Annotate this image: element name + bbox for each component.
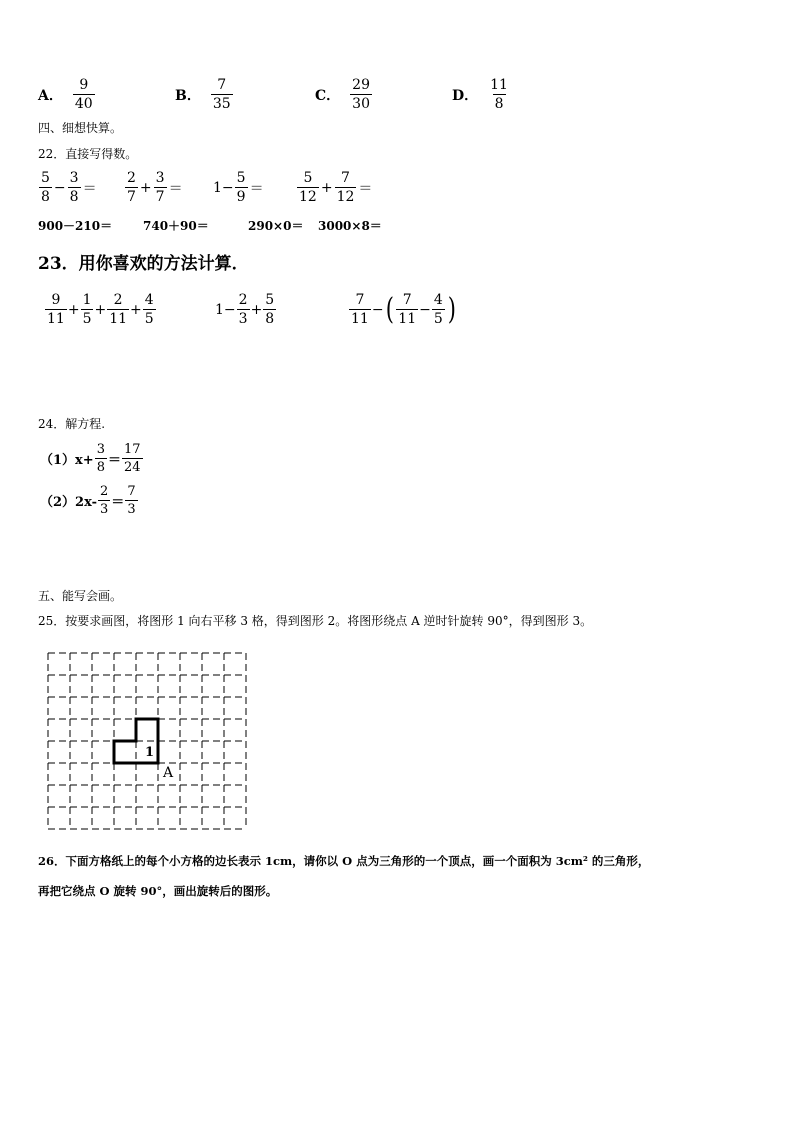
q23-expr-3: $\frac{7}{11}$ − ( $\frac{7}{11}$ − $\frac{4}{5}$ ) [351,291,456,327]
section-four-title: 四、细想快算。 [38,121,123,135]
q22-title: 22．直接写得数。 [38,147,138,161]
q22-expr-4: $\frac{5}{12}$ + $\frac{7}{12}$ ＝ [299,170,373,205]
q23-expr-2: 1− $\frac{2}{3}$ + $\frac{5}{8}$ [215,292,275,327]
q25-grid [44,650,252,832]
section-five-title: 五、能写会画。 [38,589,123,603]
choice-b: B． $\frac{7}{35}$ [175,77,231,112]
choice-b-fraction: $\frac{7}{35}$ [212,77,231,112]
q22-expr-3: 1− $\frac{5}{9}$ ＝ [213,170,264,205]
q22-expr-2: $\frac{2}{7}$ + $\frac{3}{7}$ ＝ [127,170,183,205]
q24-title: 24．解方程. [38,417,106,431]
q22-row2-expr-2: 740＋90＝ [143,219,209,233]
choice-d: D． $\frac{11}{8}$ [452,77,508,112]
q23-title: 23．用你喜欢的方法计算． [38,254,249,274]
choice-a-fraction: $\frac{9}{40}$ [74,77,93,112]
choice-c-fraction: $\frac{29}{30}$ [352,77,370,112]
choice-a: A． $\frac{9}{40}$ [38,77,93,112]
q22-row2-expr-4: 3000×8＝ [318,219,382,233]
point-a-label: A [163,765,174,781]
q25-title: 25．按要求画图，将图形 1 向右平移 3 格，得到图形 2。将图形绕点 A 逆时针旋转 90°，得到图形 3。 [38,614,593,628]
q23-expr-1: $\frac{9}{11}$ + $\frac{1}{5}$ + $\frac{2}{11}$ + $\frac{4}{5}$ [47,292,154,327]
q24-part-2: （2）2x- $\frac{2}{3}$ ＝ $\frac{7}{3}$ [40,484,136,517]
choice-c: C． $\frac{29}{30}$ [315,77,370,112]
q26-line-1: 26．下面方格纸上的每个小方格的边长表示 1cm，请你以 O 点为三角形的一个顶点，画一个面积为 3cm² 的三角形， [38,854,650,868]
figure-1-label: 1 [145,745,155,760]
q24-part-1: （1）x+ $\frac{3}{8}$ ＝ $\frac{17}{24}$ [40,442,141,475]
q22-row2-expr-3: 290×0＝ [248,219,304,233]
q26-line-2: 再把它绕点 O 旋转 90°，画出旋转后的图形。 [38,884,278,898]
choice-d-fraction: $\frac{11}{8}$ [490,77,508,112]
q22-expr-1: $\frac{5}{8}$ − $\frac{3}{8}$ ＝ [41,170,97,205]
q22-row2-expr-1: 900－210＝ [38,219,113,233]
